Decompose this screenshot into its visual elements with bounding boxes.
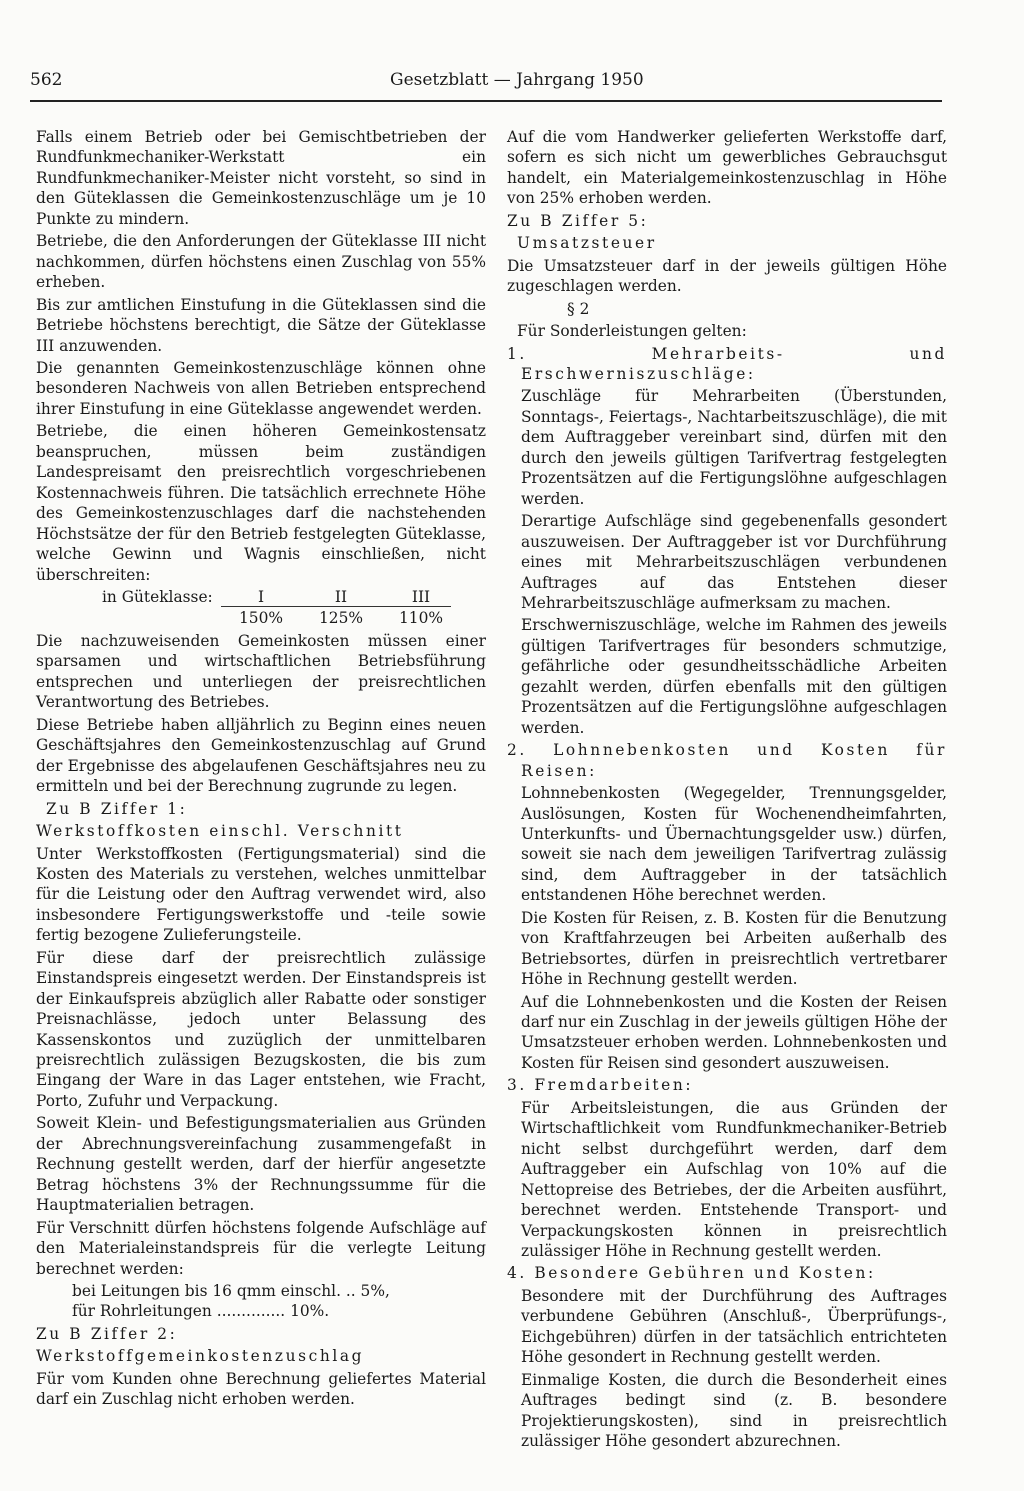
running-title: Gesetzblatt — Jahrgang 1950 <box>390 70 644 90</box>
page-number: 562 <box>30 70 63 90</box>
list-item-heading: 4. Besondere Gebühren und Kosten: <box>507 1264 876 1283</box>
table-rule <box>221 606 451 607</box>
paragraph: Die genannten Gemeinkostenzuschläge können ohne besonderen Nachweis von allen Betrieben entsprechend ihrer Einstufung in eine Güteklasse angewendet werden. <box>36 358 486 418</box>
list-item-heading: 1. Mehrarbeits- und Erschwerniszuschläge: <box>507 344 947 383</box>
section-title: Werkstoffkosten einschl. Verschnitt <box>36 822 404 841</box>
table-col-header: I <box>257 587 265 606</box>
paragraph: Betriebe, die einen höheren Gemeinkostensatz beanspruchen, müssen beim zuständigen Landespreisamt den preisrechtlich vorgeschriebenen Kostennachweis führen. Die tatsächlich errechnete Höhe des Gemeinkostenzuschlages darf die nachstehenden Höchstsätze der für den Betrieb festgelegten Güteklasse, welche Gewinn und Wagnis einschließen, nicht überschreiten: <box>36 422 486 584</box>
rates-list <box>36 1281 486 1322</box>
section-heading: Zu B Ziffer 1: <box>46 799 188 818</box>
paragraph: Für vom Kunden ohne Berechnung geliefertes Material darf ein Zuschlag nicht erhoben werden. <box>36 1369 486 1409</box>
paragraph: Für diese darf der preisrechtlich zulässige Einstandspreis eingesetzt werden. Der Einstandspreis ist der Einkaufspreis abzüglich aller Rabatte oder sonstiger Preisnachlässe, jedoch unter Belassung des Kassenskontos und zuzüglich der unmittelbaren preisrechtlich zulässigen Bezugskosten, die bis zum Eingang der Ware in das Lager entstehen, wie Fracht, Porto, Zufuhr und Verpackung. <box>36 948 486 1110</box>
gueteklasse-table <box>36 587 486 627</box>
paragraph: Die Kosten für Reisen, z. B. Kosten für die Benutzung von Kraftfahrzeugen bei Arbeiten außerhalb des Betriebsortes, dürfen in preisrechtlich vertretbarer Höhe in Rechnung gestellt werden. <box>521 908 947 989</box>
section-title: Umsatzsteuer <box>517 234 657 253</box>
paragraph: Die Umsatzsteuer darf in der jeweils gültigen Höhe zugeschlagen werden. <box>507 256 947 296</box>
paragraph: Lohnnebenkosten (Wegegelder, Trennungsgelder, Auslösungen, Kosten für Wochenendheimfahrten, Unterkunfts- und Übernachtungsgelder usw.) dürfen, soweit sie nach dem jeweiligen Tarifvertrag zulässig sind, dem Auftraggeber in der tatsächlich entstandenen Höhe berechnet werden. <box>521 784 947 905</box>
list-item-heading: 3. Fremdarbeiten: <box>507 1076 694 1095</box>
paragraph: Unter Werkstoffkosten (Fertigungsmaterial) sind die Kosten des Materials zu verstehen, welches unmittelbar für die Leistung oder den Auftrag verwendet wird, also insbesondere Fertigungswerkstoffe und -teile sowie fertig bezogene Zulieferungsteile. <box>36 844 486 945</box>
paragraph: Derartige Aufschläge sind gegebenenfalls gesondert auszuweisen. Der Auftraggeber ist vor Durchführung eines mit Mehrarbeitszuschlägen verbundenen Auftrages auf das Entstehen dieser Mehrarbeitszuschläge aufmerksam zu machen. <box>521 512 947 612</box>
section-heading: Zu B Ziffer 5: <box>507 211 649 230</box>
left-column <box>36 127 486 1412</box>
paragraph-sign: § 2 <box>567 299 590 318</box>
paragraph: Die nachzuweisenden Gemeinkosten müssen einer sparsamen und wirtschaftlichen Betriebsführung entsprechen und unterliegen der preisrechtlichen Verantwortung des Betriebes. <box>36 631 486 712</box>
table-cell: 125% <box>318 608 363 627</box>
list-item-body <box>507 1286 947 1452</box>
paragraph: Für Sonderleistungen gelten: <box>517 322 747 341</box>
paragraph: Erschwerniszuschläge, welche im Rahmen des jeweils gültigen Tarifvertrages für besonders schmutzige, gefährliche oder gesundheitsschädliche Arbeiten gezahlt werden, dürfen ebenfalls mit den gültigen Prozentsätzen auf die Fertigungslöhne aufgeschlagen werden. <box>521 616 947 737</box>
paragraph: Für Arbeitsleistungen, die aus Gründen der Wirtschaftlichkeit vom Rundfunkmechaniker-Betrieb nicht selbst durchgeführt werden, darf dem Auftraggeber ein Aufschlag von 10% auf die Nettopreise des Betriebes, der die Arbeiten ausführt, berechnet werden. Entstehende Transport- und Verpackungskosten können in preisrechtlich zulässiger Höhe in Rechnung gestellt werden. <box>521 1098 947 1261</box>
paragraph: Diese Betriebe haben alljährlich zu Beginn eines neuen Geschäftsjahres den Gemeinkostenzuschlag auf Grund der Ergebnisse des abgelaufenen Geschäftsjahres neu zu ermitteln und bei der Berechnung zugrunde zu legen. <box>36 715 486 796</box>
list-item-body <box>507 386 947 738</box>
table-col-header: III <box>411 587 431 606</box>
header-rule <box>30 100 942 102</box>
list-item-body <box>507 783 947 1073</box>
paragraph: Zuschläge für Mehrarbeiten (Überstunden, Sonntags-, Feiertags-, Nachtarbeitszuschläge), die mit dem Auftraggeber vereinbart sind, dürfen mit den durch den jeweils gültigen Tarifvertrag festgelegten Prozentsätzen auf die Fertigungslöhne aufgeschlagen werden. <box>521 387 947 508</box>
paragraph: Betriebe, die den Anforderungen der Güteklasse III nicht nachkommen, dürfen höchstens einen Zuschlag von 55% erheben. <box>36 232 486 292</box>
paragraph: Auf die vom Handwerker gelieferten Werkstoffe darf, sofern es sich nicht um gewerbliches Gebrauchsgut handelt, ein Materialgemeinkostenzuschlag in Höhe von 25% erhoben werden. <box>507 128 947 208</box>
paragraph: Falls einem Betrieb oder bei Gemischtbetrieben der Rundfunkmechaniker-Werkstatt ein Rundfunkmechaniker-Meister nicht vorsteht, so sind in den Güteklassen die Gemeinkostenzuschläge um je 10 Punkte zu mindern. <box>36 128 486 228</box>
section-title: Werkstoffgemeinkostenzuschlag <box>36 1347 365 1366</box>
paragraph: Besondere mit der Durchführung des Auftrages verbundene Gebühren (Anschluß-, Überprüfungs-, Eichgebühren) dürfen in der tatsächlich entrichteten Höhe gesondert in Rechnung gestellt werden. <box>521 1286 947 1367</box>
table-label: in Güteklasse: <box>102 587 213 606</box>
section-heading: Zu B Ziffer 2: <box>36 1324 178 1343</box>
paragraph: Bis zur amtlichen Einstufung in die Güteklassen sind die Betriebe höchstens berechtigt, die Sätze der Güteklasse III anzuwenden. <box>36 295 486 355</box>
paragraph: Soweit Klein- und Befestigungsmaterialien aus Gründen der Abrechnungsvereinfachung zusammengefaßt in Rechnung gestellt werden, darf der hierfür angesetzte Betrag höchstens 3% der Rechnungssumme für die Hauptmaterialien betragen. <box>36 1114 486 1215</box>
table-cell: 110% <box>398 608 443 627</box>
paragraph: Einmalige Kosten, die durch die Besonderheit eines Auftrages bedingt sind (z. B. besondere Projektierungskosten), sind in preisrechtlich zulässiger Höhe gesondert abzurechnen. <box>521 1370 947 1451</box>
list-item-heading: 2. Lohnnebenkosten und Kosten für Reisen: <box>507 741 947 780</box>
paragraph: Für Verschnitt dürfen höchstens folgende Aufschläge auf den Materialeinstandspreis für die verlegte Leitung berechnet werden: <box>36 1218 486 1278</box>
table-col-header: II <box>334 587 348 606</box>
right-column <box>507 127 947 1454</box>
table-cell: 150% <box>238 608 283 627</box>
page-header <box>30 70 942 96</box>
paragraph: Auf die Lohnnebenkosten und die Kosten der Reisen darf nur ein Zuschlag in der jeweils gültigen Höhe der Umsatzsteuer erhoben werden. Lohnnebenkosten und Kosten für Reisen sind gesondert auszuweisen. <box>521 992 947 1072</box>
rate-line: bei Leitungen bis 16 qmm einschl. .. 5%, <box>72 1282 390 1301</box>
rate-line: für Rohrleitungen .............. 10%. <box>72 1302 330 1321</box>
list-item-body <box>507 1098 947 1262</box>
